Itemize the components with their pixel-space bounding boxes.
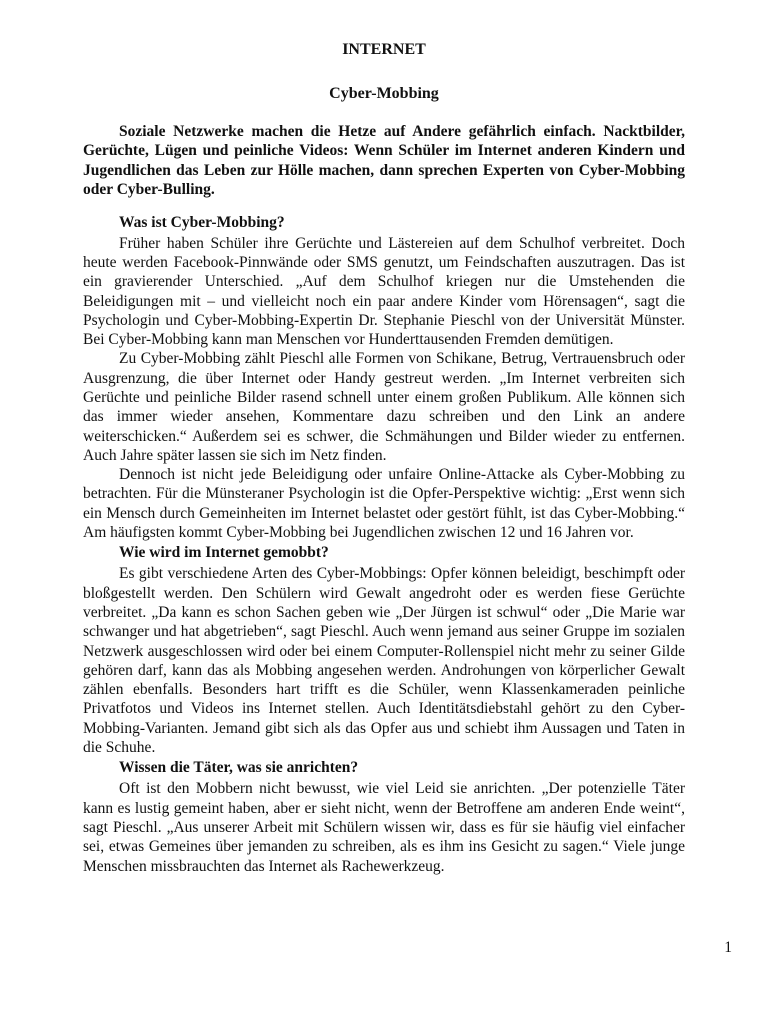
page-number: 1 (724, 939, 732, 956)
paragraph: Es gibt verschiedene Arten des Cyber-Mobbings: Opfer können beleidigt, beschimpft oder bloßgestellt werden. Den Schülern wird Gewalt angedroht oder es werden fiese Gerüchte verbreitet. „Da kann es schon Sachen geben wie „Der Jürgen ist schwul“ oder „Die Marie war schwanger und hat abgetrieben“, sagt Pieschl. Auch wenn jemand aus seiner Gruppe im sozialen Netzwerk ausgeschlossen wird oder bei einem Computer-Rollenspiel nicht mehr zu seiner Gilde gehören darf, kann das als Mobbing angesehen werden. Androhungen von körperlicher Gewalt zählen ebenfalls. Besonders hart trifft es die Schüler, wenn Klassenkameraden peinliche Privatfotos und Videos ins Internet stellen. Auch Identitätsdiebstahl gehört zu den Cyber-Mobbing-Varianten. Jemand gibt sich als das Opfer aus und schiebt ihm Aussagen und Taten in die Schuhe. (83, 565, 685, 757)
paragraph: Dennoch ist nicht jede Beleidigung oder unfaire Online-Attacke als Cyber-Mobbing zu betrachten. Für die Münsteraner Psychologin ist die Opfer-Perspektive wichtig: „Erst wenn sich ein Mensch durch Gemeinheiten im Internet belastet oder gestört fühlt, ist das Cyber-Mobbing.“ Am häufigsten kommt Cyber-Mobbing bei Jugendlichen zwischen 12 und 16 Jahren vor. (83, 466, 685, 542)
intro-paragraph: Soziale Netzwerke machen die Hetze auf Andere gefährlich einfach. Nacktbilder, Gerüchte, Lügen und peinliche Videos: Wenn Schüler im Internet anderen Kindern und Jugendlichen das Leben zur Hölle machen, dann sprechen Experten von Cyber-Mobbing oder Cyber-Bulling. (83, 123, 685, 199)
paragraph: Zu Cyber-Mobbing zählt Pieschl alle Formen von Schikane, Betrug, Vertrauensbruch oder Ausgrenzung, die über Internet oder Handy gestreut werden. „Im Internet verbreiten sich Gerüchte und peinliche Bilder rasend schnell unter einem großen Publikum. Alle können sich das immer wieder ansehen, Kommentare dazu schreiben und den Link an andere weiterschicken.“ Außerdem sei es schwer, die Schmähungen und Bilder wieder zu entfernen. Auch Jahre später lassen sie sich im Netz finden. (83, 350, 685, 464)
section-heading-wie-wird: Wie wird im Internet gemobbt? (119, 544, 329, 562)
document-title: INTERNET (342, 41, 426, 58)
section-heading-wissen-die-taeter: Wissen die Täter, was sie anrichten? (119, 759, 359, 777)
paragraph: Oft ist den Mobbern nicht bewusst, wie viel Leid sie anrichten. „Der potenzielle Täter kann es lustig gemeint haben, aber er sieht nicht, wenn der Betroffene am anderen Ende weint“, sagt Pieschl. „Aus unserer Arbeit mit Schülern wissen wir, dass es für sie häufig viel einfacher sei, etwas Gemeines über jemanden zu schreiben, als es ihm ins Gesicht zu sagen.“ Viele junge Menschen missbrauchten das Internet als Rachewerkzeug. (83, 780, 685, 875)
paragraph: Früher haben Schüler ihre Gerüchte und Lästereien auf dem Schulhof verbreitet. Doch heute werden Facebook-Pinnwände oder SMS genutzt, um Feindschaften auszutragen. Das ist ein gravierender Unterschied. „Auf dem Schulhof kriegen nur die Umstehenden die Beleidigungen mit – und vielleicht noch ein paar andere Kinder vom Hörensagen“, sagt die Psychologin und Cyber-Mobbing-Expertin Dr. Stephanie Pieschl von der Universität Münster. Bei Cyber-Mobbing kann man Menschen vor Hunderttausenden Fremden demütigen. (83, 234, 685, 349)
section-heading-was-ist: Was ist Cyber-Mobbing? (119, 213, 285, 231)
document-page (83, 38, 685, 876)
document-subtitle: Cyber-Mobbing (329, 85, 439, 102)
